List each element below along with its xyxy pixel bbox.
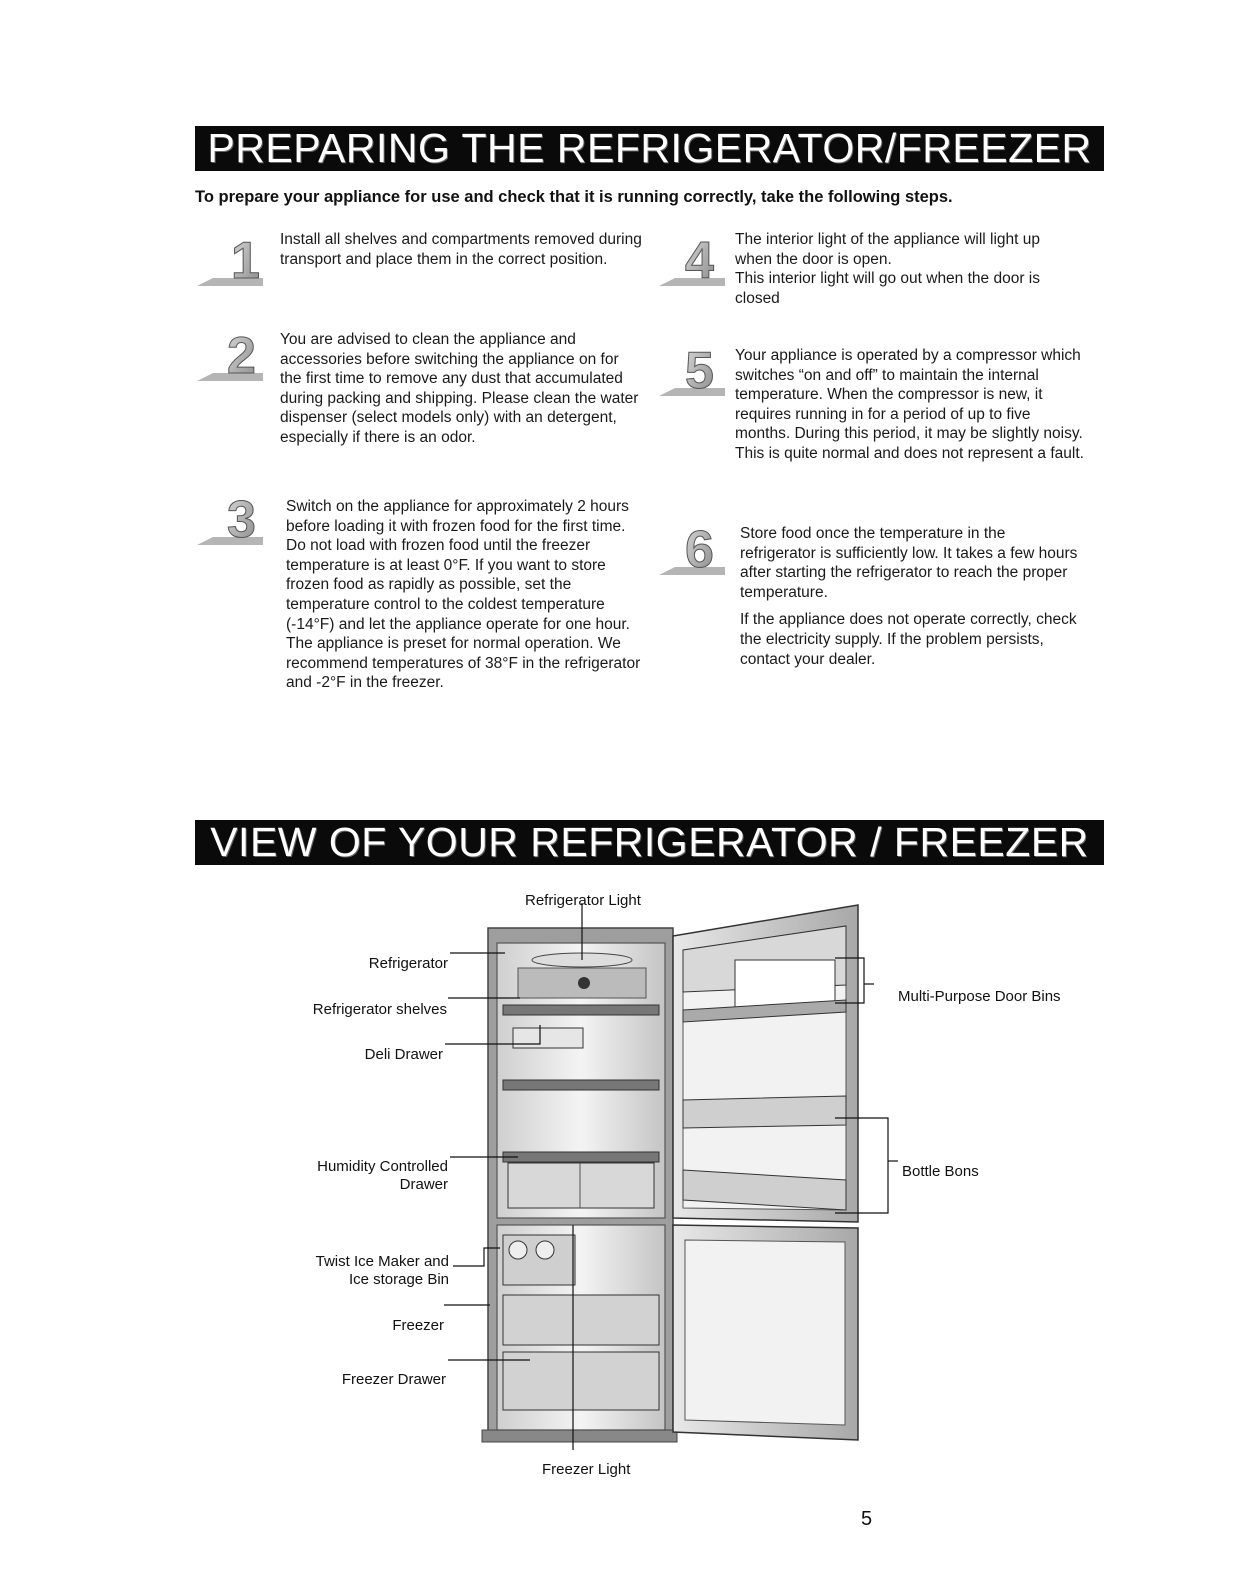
section-title: VIEW OF YOUR REFRIGERATOR / FREEZER — [210, 820, 1089, 865]
step-paragraph: Switch on the appliance for approximately 2 hours before loading it with frozen food for the first time. Do not load with frozen food until the freezer temperature is at least 0°F. If you want to store frozen food as rapidly as possible, set the temperature control to the coldest temperature (-14°F) and let the appliance operate for one hour. The appliance is preset for normal operation. We recommend temperatures of 38°F in the refrigerator and -2°F in the freezer. — [286, 498, 641, 692]
label-refrigerator: Refrigerator — [368, 955, 448, 972]
step-paragraph: The interior light of the appliance will light up when the door is open. — [735, 231, 1041, 268]
step-paragraph: Install all shelves and compartments removed during transport and place them in the correct position. — [280, 231, 642, 268]
label-twist-ice-maker — [290, 1253, 449, 1289]
step-number: 4 — [685, 232, 714, 290]
label-refrigerator-light: Refrigerator Light — [525, 892, 641, 909]
freezer-door — [673, 1225, 858, 1440]
refrigerator-door — [673, 905, 858, 1222]
step-number: 6 — [685, 521, 714, 579]
label-freezer-drawer: Freezer Drawer — [341, 1371, 446, 1388]
step-paragraph: You are advised to clean the appliance and accessories before switching the appliance on for the first time to remove any dust that accumulated during packing and shipping. Please clean the water dispenser (select models only) with an detergent, especially if there is an odor. — [280, 331, 639, 446]
intro-text: To prepare your appliance for use and check that it is running correctly, take the following steps. — [195, 188, 953, 206]
label-line: Humidity Controlled — [317, 1158, 448, 1175]
section-title: PREPARING THE REFRIGERATOR/FREEZER — [207, 126, 1092, 171]
label-freezer: Freezer — [392, 1317, 444, 1334]
page-number: 5 — [861, 1508, 873, 1530]
step-paragraph: Your appliance is operated by a compressor which switches “on and off” to maintain the internal temperature. When the compressor is new, it requires running in for a period of up to five months. During this period, it may be slightly noisy. This is quite normal and does not represent a fault. — [735, 347, 1084, 462]
step-number: 3 — [227, 491, 256, 549]
step-number: 1 — [231, 232, 260, 290]
label-refrigerator-shelves: Refrigerator shelves — [312, 1001, 447, 1018]
step-paragraph: If the appliance does not operate correctly, check the electricity supply. If the problem persists, contact your dealer. — [740, 611, 1077, 668]
step-number: 5 — [685, 342, 714, 400]
step-number: 2 — [227, 327, 256, 385]
label-deli-drawer: Deli Drawer — [364, 1046, 443, 1063]
label-bottle-bins: Bottle Bons — [902, 1163, 979, 1180]
label-freezer-light: Freezer Light — [542, 1461, 631, 1478]
step-paragraph: Store food once the temperature in the refrigerator is sufficiently low. It takes a few hours after starting the refrigerator to reach the proper temperature. — [740, 525, 1078, 601]
label-line: Ice storage Bin — [348, 1271, 449, 1288]
label-line: Twist Ice Maker and — [315, 1253, 449, 1270]
step-paragraph: This interior light will go out when the door is closed — [735, 270, 1040, 307]
label-multi-purpose-door-bins: Multi-Purpose Door Bins — [898, 988, 1061, 1005]
refrigerator-body — [482, 928, 677, 1442]
label-line: Drawer — [399, 1176, 448, 1193]
label-humidity-controlled-drawer — [290, 1158, 448, 1194]
